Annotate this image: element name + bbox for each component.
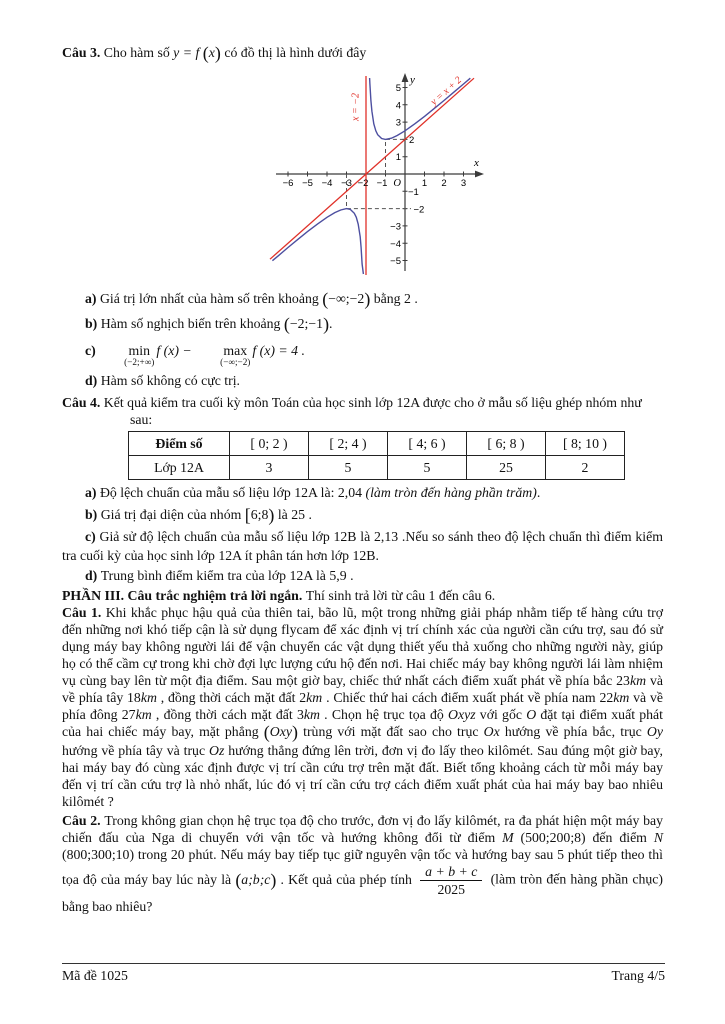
data-cell: 3 bbox=[230, 456, 309, 480]
x-tick-1: 1 bbox=[421, 178, 428, 190]
y-tick--4: −4 bbox=[390, 238, 401, 250]
cau3-item-c: c) min (−2;+∞) f (x) − max (−∞;−2) f (x) = 4 . bbox=[85, 343, 305, 368]
cau3-intro: Câu 3. Cho hàm số y = f (x) có đồ thị là hình dưới đây bbox=[62, 43, 367, 64]
vertical-asymptote-label: x = −2 bbox=[350, 93, 362, 122]
graph-svg bbox=[255, 66, 505, 280]
score-table bbox=[128, 431, 625, 480]
cau3-item-b: b) Hàm số nghịch biến trên khoảng (−2;−1). bbox=[85, 314, 333, 335]
curve-left-branch bbox=[272, 209, 363, 274]
data-cell: 2 bbox=[546, 456, 625, 480]
min-operator: min (−2;+∞) bbox=[124, 343, 155, 368]
origin-label: O bbox=[393, 178, 401, 190]
exam-code: Mã đề 1025 bbox=[62, 968, 128, 983]
y-tick-1: 1 bbox=[395, 152, 401, 164]
oblique-line-label: y = x + 2 bbox=[428, 74, 464, 108]
cau4-item-c: c) Giả sử độ lệch chuẩn của mẫu số liệu lớp 12B là 2,13 .Nếu so sánh theo độ lệch chuẩn thì điểm kiểm tra cuối kỳ của học sinh lớp 12A ít phân tán hơn lớp 12B. bbox=[62, 529, 663, 564]
x-tick--6: −6 bbox=[282, 178, 294, 190]
function-graph bbox=[255, 66, 505, 280]
fraction-numerator: a + b + c bbox=[420, 863, 482, 881]
y-tick-5: 5 bbox=[395, 83, 401, 95]
header-cell: [ 8; 10 ) bbox=[546, 432, 625, 456]
x-axis-label: x bbox=[474, 157, 479, 170]
page-number: Trang 4/5 bbox=[611, 968, 665, 983]
cau4-item-d: d) Trung bình điểm kiểm tra của lớp 12A là 5,9 . bbox=[85, 568, 354, 584]
cau3-item-d: d) Hàm số không có cực trị. bbox=[85, 373, 241, 389]
data-cell: Lớp 12A bbox=[129, 456, 230, 480]
x-tick-3: 3 bbox=[460, 178, 467, 190]
cau4-item-b: b) Giá trị đại diện của nhóm [6;8) là 25 . bbox=[85, 505, 312, 526]
header-cell: [ 6; 8 ) bbox=[467, 432, 546, 456]
y-tick-3: 3 bbox=[395, 117, 401, 129]
x-tick--4: −4 bbox=[321, 178, 333, 190]
data-cell: 25 bbox=[467, 456, 546, 480]
cau2-paragraph: Câu 2. Trong không gian chọn hệ trục tọa độ cho trước, đơn vị đo lấy kilômét, ra đa phát hiện một máy bay chiến đấu của Nga di chuyển với vận tốc và hướng không đổi từ điểm M (500;200;8) đến điểm N (800;300;10) trong 20 phút. Nếu máy bay tiếp tục giữ nguyên vận tốc và hướng bay sau 5 phút tiếp theo thì tọa độ của máy bay lúc này là (a;b;c) . Kết quả của phép tính $\frac{a + b + c}{2025}$ (làm tròn đến hàng phần chục) bằng bao nhiêu? bbox=[62, 813, 664, 915]
phan3-heading: PHẦN III. Câu trắc nghiệm trả lời ngắn. Thí sinh trả lời từ câu 1 đến câu 6. bbox=[62, 588, 496, 604]
x-tick--2: −2 bbox=[357, 178, 369, 190]
data-cell: 5 bbox=[388, 456, 467, 480]
fraction bbox=[420, 863, 482, 898]
fraction-denominator: 2025 bbox=[437, 882, 466, 898]
y-tick-2: 2 bbox=[409, 135, 415, 147]
header-cell: Điểm số bbox=[129, 432, 230, 456]
y-axis-arrow bbox=[402, 73, 409, 82]
cau3-item-a: a) Giá trị lớn nhất của hàm số trên khoảng (−∞;−2) bằng 2 . bbox=[85, 289, 418, 310]
y-tick--2: −2 bbox=[413, 204, 425, 216]
y-tick--1: −1 bbox=[408, 187, 419, 199]
x-axis-arrow bbox=[475, 171, 484, 178]
y-axis-label: y bbox=[410, 74, 415, 87]
header-cell: [ 0; 2 ) bbox=[230, 432, 309, 456]
x-tick--5: −5 bbox=[302, 178, 313, 190]
cau4-intro: Câu 4. Kết quả kiểm tra cuối kỳ môn Toán của học sinh lớp 12A được cho ở mẫu số liệu ghép nhóm như bbox=[62, 395, 642, 411]
page-footer bbox=[62, 963, 665, 984]
cau1-paragraph: Câu 1. Khi khắc phục hậu quả của thiên tai, bão lũ, một trong những giải pháp nhằm tiếp tế hàng cứu trợ đến những nơi khó tiếp cận là sử dụng flycam để xác định vị trí chính xác của người cần cứu trợ, sau đó sử dụng máy bay không người lái để vận chuyển các vật dụng thiết yếu thả xuống cho những người này, giúp họ có thể cầm cự trong khi chờ đợi lực lượng cứu hộ đến nơi. Hai chiếc máy bay không người lái làm nhiệm vụ cùng bay lên từ một địa điểm. Sau một giờ bay, chiếc thứ nhất cách điểm xuất phát về phía bắc 23km và về phía tây 18km , đồng thời cách mặt đất 2km . Chiếc thứ hai cách điểm xuất phát về phía nam 22km và về phía đông 27km , đồng thời cách mặt đất 3km . Chọn hệ trục tọa độ Oxyz với gốc O đặt tại điểm xuất phát của hai chiếc máy bay, mặt phẳng (Oxy) trùng với mặt đất sao cho trục Ox hướng về phía bắc, trục Oy hướng về phía tây và trục Oz hướng thẳng đứng lên trời, đơn vị đo lấy theo kilômét. Sau đúng một giờ bay, hai máy bay đó cùng xác định được vị trí cần cứu trợ trên mặt đất. Biết tổng khoảng cách từ mỗi máy bay đến vị trí cần cứu trợ là nhỏ nhất, lúc đó vị trí cần cứu trợ cách điểm xuất phát của hai máy bay bao nhiêu kilômét ? bbox=[62, 605, 664, 810]
header-cell: [ 4; 6 ) bbox=[388, 432, 467, 456]
y-tick--3: −3 bbox=[390, 221, 401, 233]
x-tick-2: 2 bbox=[441, 178, 447, 190]
max-operator: max (−∞;−2) bbox=[220, 343, 251, 368]
cau4-intro-line2: sau: bbox=[130, 412, 153, 428]
header-cell: [ 2; 4 ) bbox=[309, 432, 388, 456]
table-header-row bbox=[129, 432, 625, 456]
data-cell: 5 bbox=[309, 456, 388, 480]
table-data-row bbox=[129, 456, 625, 480]
x-tick--1: −1 bbox=[376, 178, 388, 190]
cau4-item-a: a) Độ lệch chuẩn của mẫu số liệu lớp 12A là: 2,04 (làm tròn đến hàng phần trăm). bbox=[85, 485, 541, 501]
y-tick--5: −5 bbox=[390, 256, 401, 268]
y-tick-4: 4 bbox=[395, 100, 401, 112]
x-tick--3: −3 bbox=[341, 178, 352, 190]
